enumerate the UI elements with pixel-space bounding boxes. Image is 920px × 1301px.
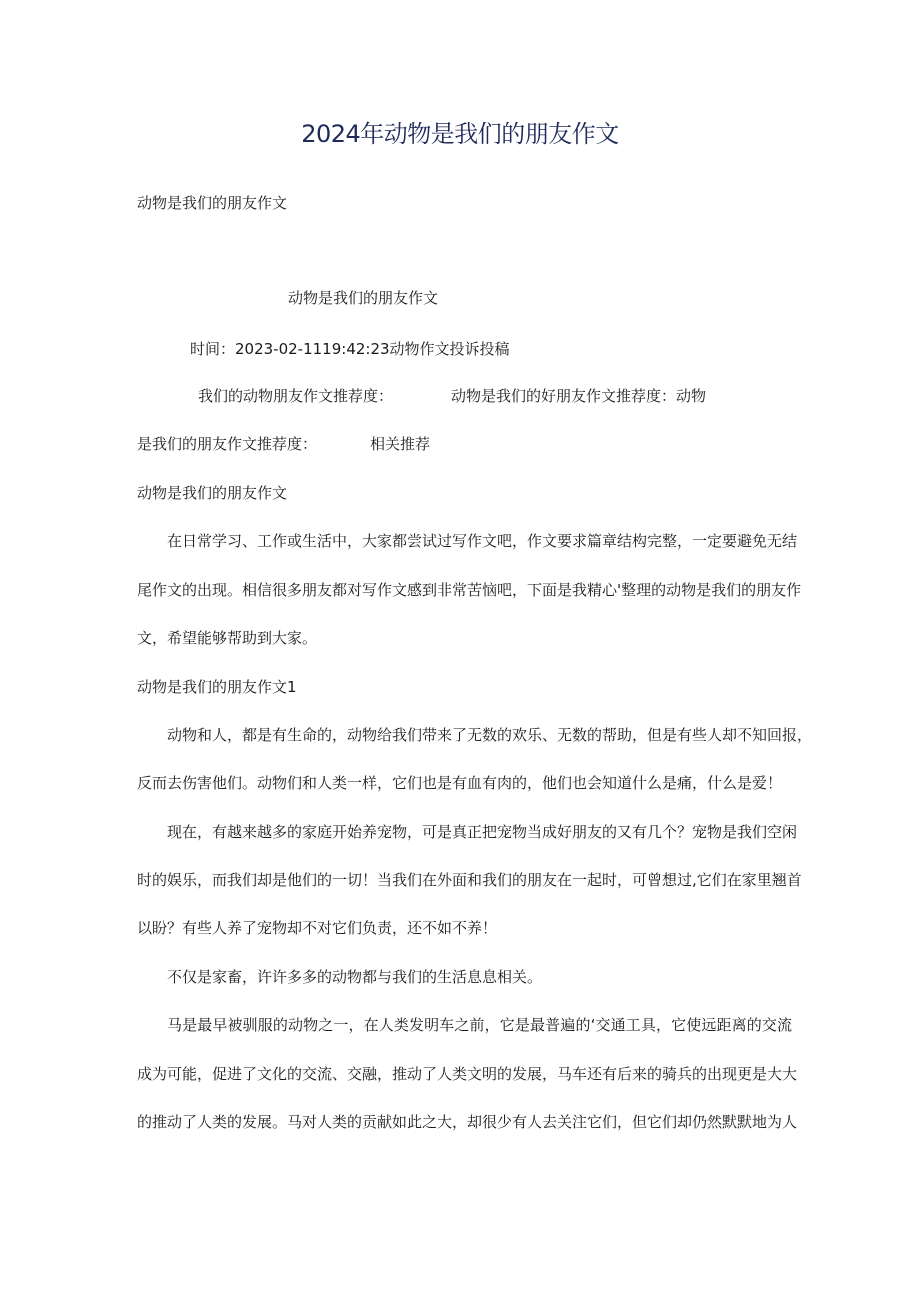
- para2-line: 时的娱乐，而我们却是他们的一切！当我们在外面和我们的朋友在一起时，可曾想过,它们在家里翘首: [137, 871, 802, 889]
- para4-line: 马是最早被驯服的动物之一，在人类发明车之前，它是最普遍的‘交通工具，它使远距离的交流: [167, 1016, 792, 1034]
- section-heading: 动物是我们的朋友作文: [137, 484, 288, 502]
- recommend-item-3[interactable]: 是我们的朋友作文推荐度：: [137, 435, 318, 453]
- para2-line: 以盼？有些人养了宠物却不对它们负责，还不如不养！: [137, 919, 498, 937]
- para3-line: 不仅是家畜，许许多多的动物都与我们的生活息息相关。: [167, 968, 543, 986]
- intro-line: 尾作文的出现。相信很多朋友都对写作文感到非常苦恼吧，下面是我精心'整理的动物是我们的朋友作: [137, 581, 802, 599]
- recommend-item-1[interactable]: 我们的动物朋友作文推荐度：: [198, 387, 394, 405]
- meta-line: 时间：2023-02-1119:42:23动物作文投诉投稿: [190, 340, 510, 358]
- intro-line: 文，希望能够帮助到大家。: [137, 629, 318, 647]
- document-title: 2024年动物是我们的朋友作文: [301, 120, 619, 148]
- essay-heading: 动物是我们的朋友作文1: [137, 678, 297, 696]
- para4-line: 成为可能，促进了文化的交流、交融，推动了人类文明的发展，马车还有后来的骑兵的出现更是大大: [137, 1065, 798, 1083]
- para4-line: 的推动了人类的发展。马对人类的贡献如此之大，却很少有人去关注它们，但它们却仍然默默地为人: [137, 1113, 798, 1131]
- centered-heading: 动物是我们的朋友作文: [288, 289, 439, 307]
- subtitle: 动物是我们的朋友作文: [137, 194, 288, 212]
- para2-line: 现在，有越来越多的家庭开始养宠物，可是真正把宠物当成好朋友的又有几个？宠物是我们空闲: [167, 823, 798, 841]
- para1-line: 反而去伤害他们。动物们和人类一样，它们也是有血有肉的，他们也会知道什么是痛，什么是爱！: [137, 774, 783, 792]
- para1-line: 动物和人，都是有生命的，动物给我们带来了无数的欢乐、无数的帮助，但是有些人却不知回报，: [167, 726, 813, 744]
- intro-line: 在日常学习、工作或生活中，大家都尝试过写作文吧，作文要求篇章结构完整，一定要避免无结: [167, 532, 798, 550]
- recommend-item-2[interactable]: 动物是我们的好朋友作文推荐度：动物: [451, 387, 707, 405]
- related-recommend-link[interactable]: 相关推荐: [370, 435, 431, 453]
